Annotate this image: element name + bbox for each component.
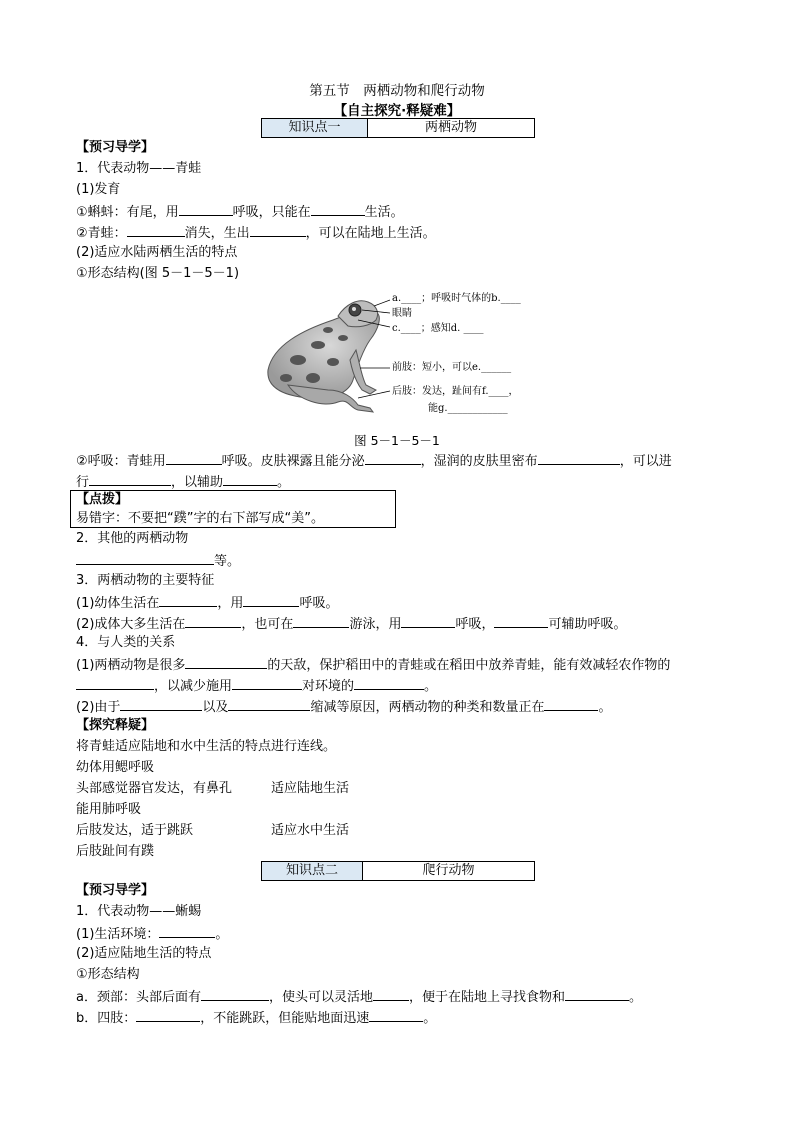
s4-l1-b: 的天敌，保护稻田中的青蛙或在稻田中放养青蛙，能有效减轻农作物的 [267, 658, 671, 673]
p2-line3: ①形态结构 [76, 967, 140, 982]
blank [228, 698, 310, 711]
knowledge-point-header-2 [261, 861, 535, 881]
explore-left-3: 能用肺呼吸 [76, 802, 142, 817]
p2-l1-b: 。 [215, 927, 229, 942]
label-hindlimb-2: 能g.____________ [428, 403, 508, 414]
explore-left-1: 幼体用鳃呼吸 [76, 760, 155, 775]
figure-caption: 图 5－1－5－1 [354, 433, 440, 448]
preview-heading-2: 【预习导学】 [76, 883, 155, 898]
blank [538, 452, 620, 465]
blank [243, 594, 299, 607]
s3-l2-c: 游泳，用 [349, 617, 402, 632]
s3-l2-d: 呼吸， [455, 617, 495, 632]
resp-f: ，以辅助 [171, 475, 224, 490]
label-a: a.____；呼吸时气体的b.____ [392, 293, 521, 304]
s1-resp-line2 [76, 473, 290, 491]
kp1-name: 两栖动物 [424, 120, 477, 135]
resp-d: ，可以进 [619, 454, 672, 469]
tip-body: 易错字：不要把“蹼”字的右下部写成“美”。 [76, 511, 324, 526]
resp-b: 呼吸。皮肤裸露且能分泌 [221, 454, 365, 469]
p2-l4-b: ，使头可以灵活地 [268, 990, 373, 1005]
p2-line2: (2)适应陆地生活的特点 [76, 946, 212, 961]
kp1-label: 知识点一 [262, 119, 368, 137]
s1-heading: 1．代表动物——青蛙 [76, 161, 202, 176]
p2-heading: 1．代表动物——蜥蜴 [76, 904, 202, 919]
blank [89, 473, 171, 486]
blank [250, 224, 306, 237]
blank [76, 552, 214, 565]
blank [127, 224, 185, 237]
p2-l1-a: (1)生活环境： [76, 927, 160, 942]
s4-l1-a: (1)两栖动物是很多 [76, 658, 186, 673]
s1-line3 [76, 224, 436, 242]
s1-line2-a: ①蝌蚪：有尾，用 [76, 205, 179, 220]
s4-l3-c: 缩减等原因，两栖动物的种类和数量正在 [310, 700, 545, 715]
s3-l2-b: ，也可在 [241, 617, 294, 632]
p2-l5-c: 。 [423, 1011, 437, 1026]
blank [136, 1009, 200, 1022]
s3-l1-c: 呼吸。 [299, 596, 339, 611]
s4-line3 [76, 698, 611, 716]
blank [76, 677, 154, 690]
label-c: c.____；感知d. ____ [392, 323, 484, 334]
s3-l2-a: (2)成体大多生活在 [76, 617, 186, 632]
explore-intro: 将青蛙适应陆地和水中生活的特点进行连线。 [76, 739, 337, 754]
s2-heading: 2．其他的两栖动物 [76, 531, 189, 546]
blank [120, 698, 202, 711]
blank [565, 988, 629, 1001]
s3-heading: 3．两栖动物的主要特征 [76, 573, 215, 588]
knowledge-point-header-1 [261, 118, 535, 138]
s3-l2-e: 可辅助呼吸。 [548, 617, 627, 632]
explore-left-2: 头部感觉器官发达，有鼻孔 [76, 781, 233, 796]
p2-l5-b: ，不能跳跃，但能贴地面迅速 [200, 1011, 370, 1026]
resp-c: ，湿润的皮肤里密布 [420, 454, 538, 469]
tip-heading: 【点拨】 [76, 492, 129, 507]
kp2-name: 爬行动物 [422, 863, 475, 878]
p2-l5-a: b．四肢： [76, 1011, 137, 1026]
s3-l1-a: (1)幼体生活在 [76, 596, 160, 611]
blank [401, 615, 455, 628]
blank [159, 594, 217, 607]
blank [201, 988, 269, 1001]
blank [185, 615, 241, 628]
s1-line3-b: 消失，生出 [184, 226, 250, 241]
blank [494, 615, 548, 628]
p2-line1 [76, 925, 228, 943]
kp2-label: 知识点二 [262, 862, 363, 880]
p2-line5 [76, 1009, 436, 1027]
blank [159, 925, 215, 938]
p2-l4-d: 。 [629, 990, 643, 1005]
s1-line2-b: 呼吸，只能在 [232, 205, 311, 220]
s4-heading: 4．与人类的关系 [76, 635, 176, 650]
label-forelimb: 前肢：短小，可以e.______ [392, 362, 512, 373]
s3-l1-b: ，用 [217, 596, 244, 611]
blank [232, 677, 302, 690]
blank [544, 698, 598, 711]
resp-g: 。 [277, 475, 291, 490]
resp-e: 行 [76, 475, 90, 490]
blank [373, 988, 409, 1001]
s4-line2 [76, 677, 437, 695]
blank [179, 203, 233, 216]
blank [365, 452, 421, 465]
s4-line1 [76, 656, 670, 674]
s4-l2-c: 。 [424, 679, 438, 694]
s1-line3-a: ②青蛙： [76, 226, 127, 241]
explore-right-water: 适应水中生活 [271, 823, 350, 838]
page-title: 第五节 两栖动物和爬行动物 [309, 83, 485, 99]
explore-heading: 【探究释疑】 [76, 718, 155, 733]
frog-figure [258, 290, 548, 420]
blank [166, 452, 222, 465]
s2-line [76, 552, 240, 570]
explore-left-4: 后肢发达，适于跳跃 [76, 823, 194, 838]
s1-line1: (1)发育 [76, 182, 121, 197]
s4-l2-a: ，以减少施用 [154, 679, 233, 694]
blank [354, 677, 424, 690]
s4-l3-a: (2)由于 [76, 700, 121, 715]
s1-line4: (2)适应水陆两栖生活的特点 [76, 245, 238, 260]
label-hindlimb-1: 后肢：发达，趾间有f.____， [392, 386, 519, 397]
s1-line5: ①形态结构(图 5－1－5－1) [76, 266, 240, 281]
blank [311, 203, 365, 216]
explore-left-5: 后肢趾间有蹼 [76, 844, 155, 859]
section-subtitle: 【自主探究·释疑难】 [333, 103, 461, 119]
explore-right-land: 适应陆地生活 [271, 781, 350, 796]
label-eye: 眼睛 [392, 308, 412, 319]
s4-l2-b: 对环境的 [302, 679, 355, 694]
s2-line-text: 等。 [214, 554, 241, 569]
s1-line2-c: 生活。 [364, 205, 404, 220]
p2-line4 [76, 988, 642, 1006]
s4-l3-b: 以及 [202, 700, 229, 715]
s3-line1 [76, 594, 338, 612]
resp-a: ②呼吸：青蛙用 [76, 454, 166, 469]
preview-heading-1: 【预习导学】 [76, 140, 155, 155]
s3-line2 [76, 615, 626, 633]
blank [369, 1009, 423, 1022]
blank [293, 615, 349, 628]
s1-line3-c: ，可以在陆地上生活。 [305, 226, 436, 241]
blank [185, 656, 267, 669]
p2-l4-a: a．颈部：头部后面有 [76, 990, 201, 1005]
s1-resp-line1 [76, 452, 672, 470]
s4-l3-d: 。 [598, 700, 612, 715]
p2-l4-c: ，便于在陆地上寻找食物和 [408, 990, 565, 1005]
s1-line2 [76, 203, 404, 221]
blank [223, 473, 277, 486]
